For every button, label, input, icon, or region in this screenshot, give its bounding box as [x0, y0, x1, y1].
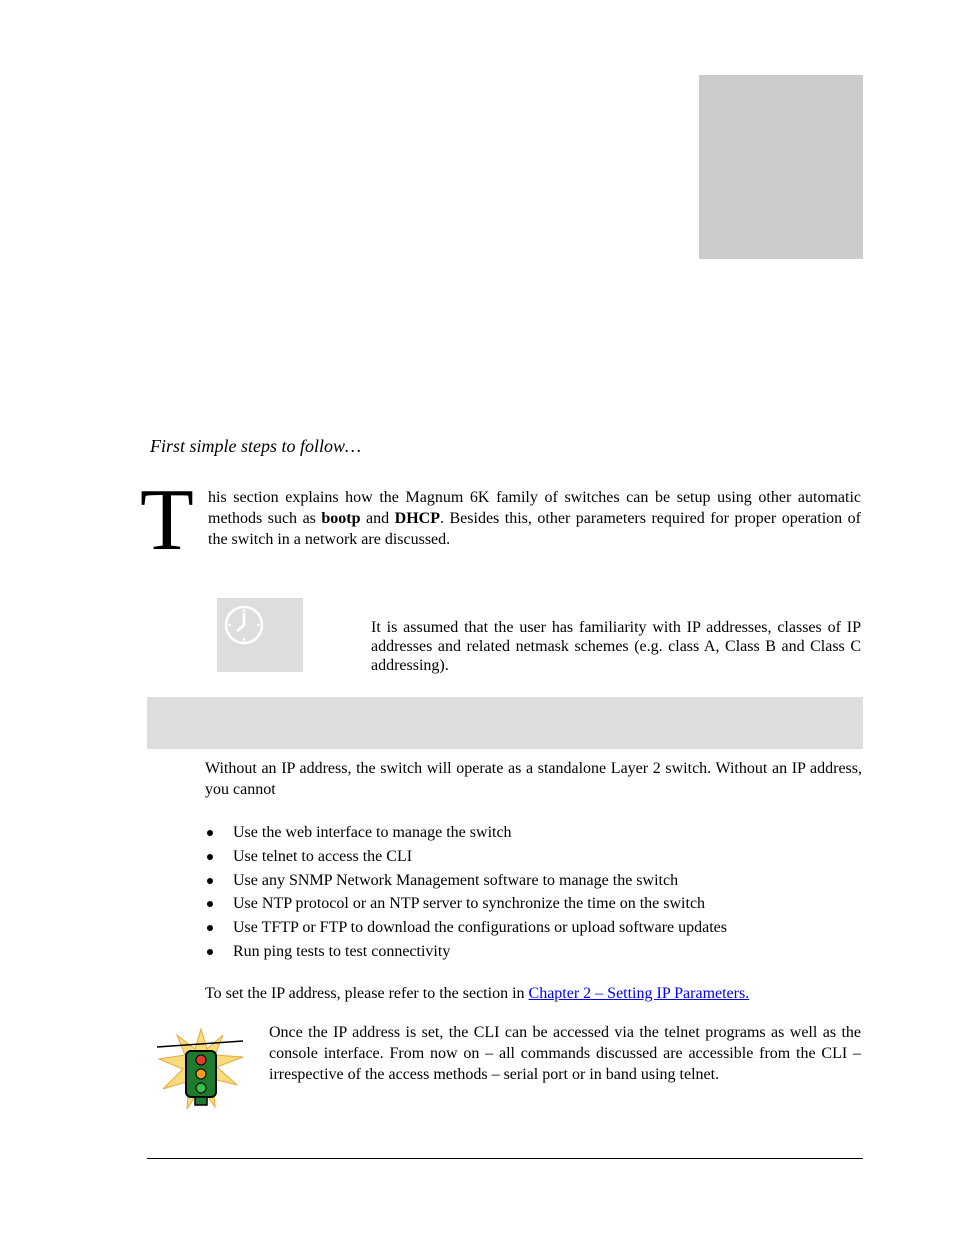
list-item: [205, 821, 727, 845]
drop-cap-letter: T: [140, 472, 194, 569]
intro-paragraph: [208, 487, 861, 550]
set-ip-reference: [205, 983, 749, 1004]
intro-text-2: and: [360, 510, 395, 527]
bullet-icon: [207, 854, 213, 860]
list-item-text: Use the web interface to manage the switch: [233, 824, 512, 841]
chapter-number-box: [699, 75, 863, 259]
bullet-icon: [207, 878, 213, 884]
list-item-text: Use any SNMP Network Management software to manage the switch: [233, 871, 679, 889]
set-ip-text: To set the IP address, please refer to the section in: [205, 985, 529, 1002]
list-item: [205, 916, 727, 940]
traffic-light-icon: [155, 1027, 247, 1113]
list-item: [205, 940, 727, 964]
bullet-icon: [207, 830, 213, 836]
section-subtitle: First simple steps to follow…: [150, 436, 362, 456]
note-icon-box: [217, 598, 303, 672]
list-item-text: Use telnet to access the CLI: [233, 847, 413, 865]
list-item-text: Use TFTP or FTP to download the configurations or upload software updates: [233, 919, 727, 937]
list-item-text: Use NTP protocol or an NTP server to synchronize the time on the switch: [233, 895, 706, 913]
capabilities-list: [205, 821, 727, 964]
bullet-icon: [207, 901, 213, 907]
list-item: [205, 892, 727, 916]
dhcp-term: DHCP: [394, 510, 440, 527]
list-item: [205, 869, 727, 893]
list-item-text: Run ping tests to test connectivity: [233, 942, 451, 960]
intro-text-1: his section explains how the Magnum 6K family of switches can be setup using other automatic methods such as: [208, 489, 861, 527]
note-text: It is assumed that the user has familiarity with IP addresses, classes of IP addresses and related netmask schemes (e.g. class A, Class B and Class C addressing).: [371, 619, 861, 674]
tip-text: Once the IP address is set, the CLI can be accessed via the telnet programs as well as the console interface. From now on – all commands discussed are accessible from the CLI – irrespective of the access methods – serial port or in band using telnet.: [269, 1024, 861, 1083]
footer-divider: [147, 1158, 863, 1159]
chapter-2-link[interactable]: Chapter 2 – Setting IP Parameters.: [528, 985, 750, 1002]
bullet-icon: [207, 949, 213, 955]
bullet-icon: [207, 925, 213, 931]
intro-text-3: . Besides this, other parameters required for proper operation of the switch in a network are discussed.: [208, 510, 861, 548]
clock-icon: [223, 604, 265, 646]
section-heading-bar: [147, 697, 863, 749]
bootp-term: bootp: [321, 510, 361, 527]
list-item: [205, 845, 727, 869]
body-paragraph: Without an IP address, the switch will operate as a standalone Layer 2 switch. Without an IP address, you cannot: [205, 760, 862, 798]
